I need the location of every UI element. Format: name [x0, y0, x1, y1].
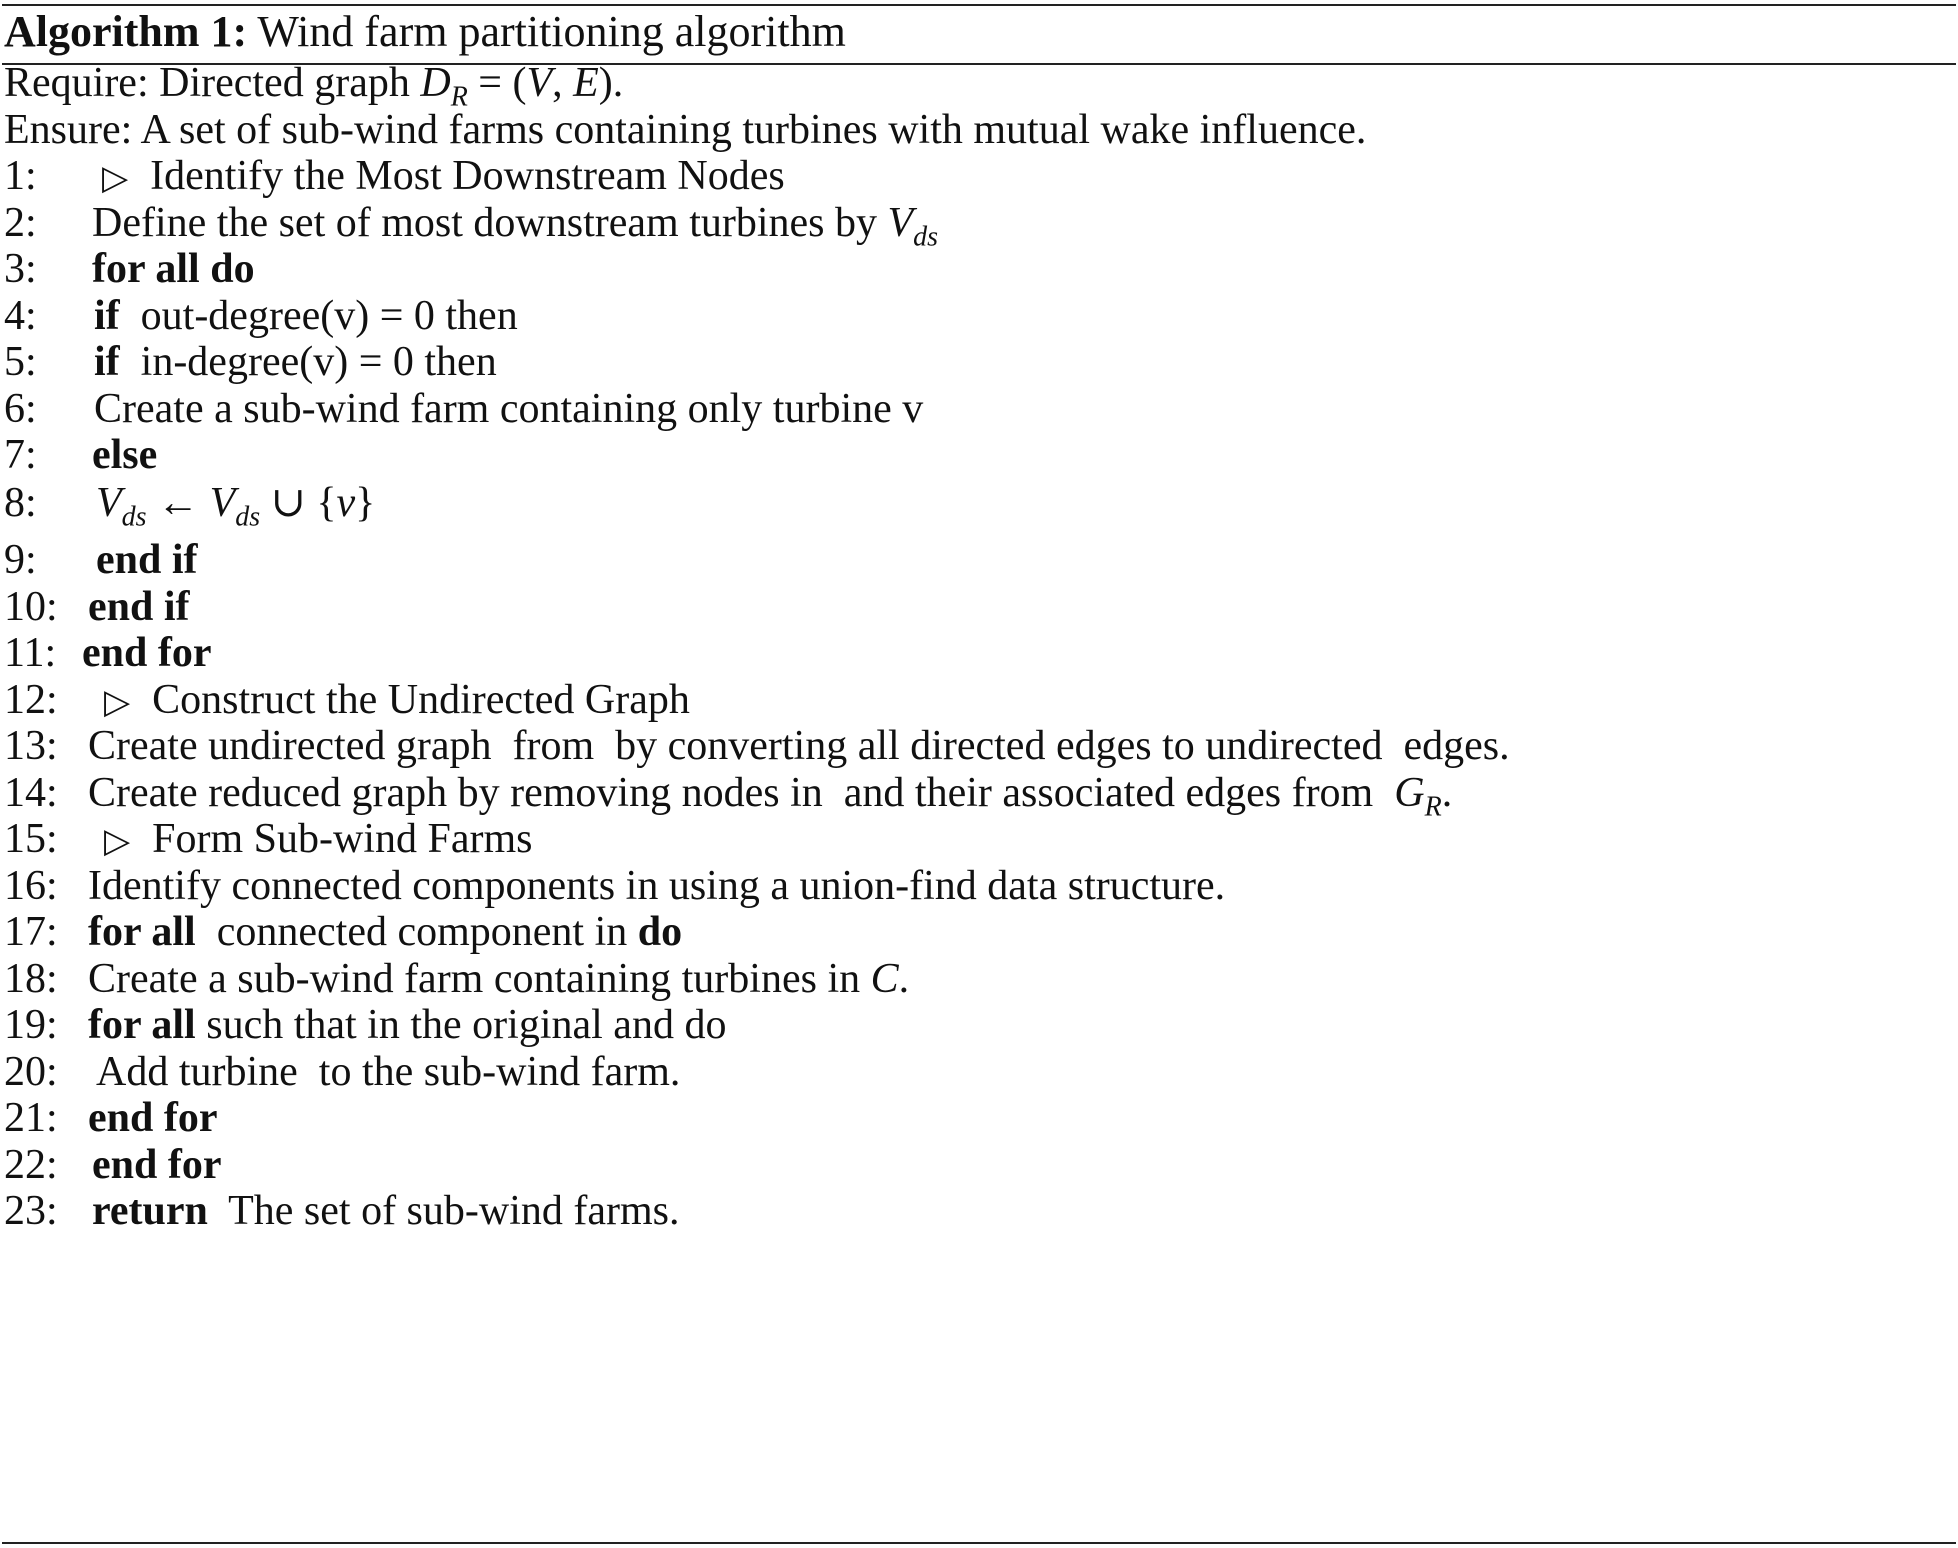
bottom-rule [2, 1542, 1956, 1544]
line-text: out-degree(v) = 0 then [119, 293, 518, 339]
line-number: 12: [4, 677, 58, 723]
line-text: Identify the Most Downstream Nodes [150, 153, 785, 199]
line-text: Form Sub-wind Farms [152, 816, 533, 862]
require-comma: , [552, 60, 574, 106]
line-text: such that in the original and do [195, 1002, 727, 1048]
line-end: . [1441, 770, 1453, 816]
keyword: for all [88, 1002, 196, 1048]
set-close: } [355, 480, 376, 526]
line-number: 7: [4, 432, 37, 478]
require-prefix: Require: Directed graph [4, 60, 421, 106]
line-number: 8: [4, 480, 37, 526]
line-number: 11: [4, 630, 57, 676]
line-number: 20: [4, 1049, 58, 1095]
var-v: V [96, 480, 122, 526]
line-text: in-degree(v) = 0 then [119, 339, 497, 385]
line-number: 13: [4, 723, 58, 769]
var-v: V [209, 480, 236, 526]
keyword: end if [88, 584, 190, 630]
line-text: Add turbine to the sub-wind farm. [96, 1049, 681, 1095]
line-text: Define the set of most downstream turbines by [92, 200, 888, 246]
ensure-line: Ensure: A set of sub-wind farms containing turbines with mutual wake influence. [4, 107, 1367, 153]
algorithm-caption [4, 2, 846, 62]
keyword: if [94, 293, 120, 339]
line-number: 4: [4, 293, 37, 339]
line-text: Create reduced graph by removing nodes in and their associated edges from [88, 770, 1395, 816]
line-number: 23: [4, 1188, 58, 1234]
keyword: end for [82, 630, 212, 676]
comment-triangle-icon: ▷ [104, 684, 131, 721]
algo-line-23 [4, 1182, 680, 1240]
var-c: C [870, 956, 899, 1002]
line-text: Create a sub-wind farm containing only turbine v [94, 386, 924, 432]
assign-arrow: ← [146, 480, 210, 526]
line-number: 16: [4, 863, 58, 909]
require-e: E [573, 60, 599, 106]
comment-triangle-icon: ▷ [104, 823, 131, 860]
keyword: end for [88, 1095, 218, 1141]
keyword: else [92, 432, 158, 478]
var-sub: ds [121, 501, 147, 533]
require-d: D [420, 60, 451, 106]
keyword: for all [88, 909, 196, 955]
keyword: if [94, 339, 120, 385]
line-number: 3: [4, 246, 37, 292]
require-end: ). [598, 60, 624, 106]
var-sub: ds [235, 501, 261, 533]
line-text: Create undirected graph from by converting all directed edges to undirected edges. [88, 723, 1510, 769]
line-number: 6: [4, 386, 37, 432]
var-sub: R [1424, 791, 1442, 823]
keyword: do [637, 909, 683, 955]
keyword: end for [92, 1142, 222, 1188]
var-sub: ds [913, 221, 939, 253]
line-number: 5: [4, 339, 37, 385]
line-number: 2: [4, 200, 37, 246]
var-v: V [887, 200, 914, 246]
require-eq: = ( [467, 60, 527, 106]
line-number: 15: [4, 816, 58, 862]
require-v: V [526, 60, 553, 106]
caption-label: Algorithm 1: [4, 7, 248, 56]
line-number: 18: [4, 956, 58, 1002]
line-number: 1: [4, 153, 37, 199]
require-d-sub: R [450, 81, 468, 113]
line-text: Create a sub-wind farm containing turbines in [88, 956, 871, 1002]
line-number: 10: [4, 584, 58, 630]
line-number: 19: [4, 1002, 58, 1048]
line-number: 9: [4, 537, 37, 583]
keyword: return [92, 1188, 208, 1234]
line-text: connected component in [195, 909, 638, 955]
keyword: for all do [92, 246, 255, 292]
line-number: 17: [4, 909, 58, 955]
var-g: G [1394, 770, 1425, 816]
line-number: 22: [4, 1142, 58, 1188]
line-text: Identify connected components in using a union-find data structure. [88, 863, 1226, 909]
var-v-small: v [336, 480, 356, 526]
line-number: 21: [4, 1095, 58, 1141]
caption-title: Wind farm partitioning algorithm [257, 7, 846, 56]
line-text: Construct the Undirected Graph [152, 677, 690, 723]
keyword: end if [96, 537, 198, 583]
algo-line-8 [4, 474, 376, 533]
line-end: . [898, 956, 910, 1002]
line-number: 14: [4, 770, 58, 816]
line-text: The set of sub-wind farms. [207, 1188, 680, 1234]
union-symbol: ∪ { [260, 480, 337, 526]
comment-triangle-icon: ▷ [102, 160, 129, 197]
